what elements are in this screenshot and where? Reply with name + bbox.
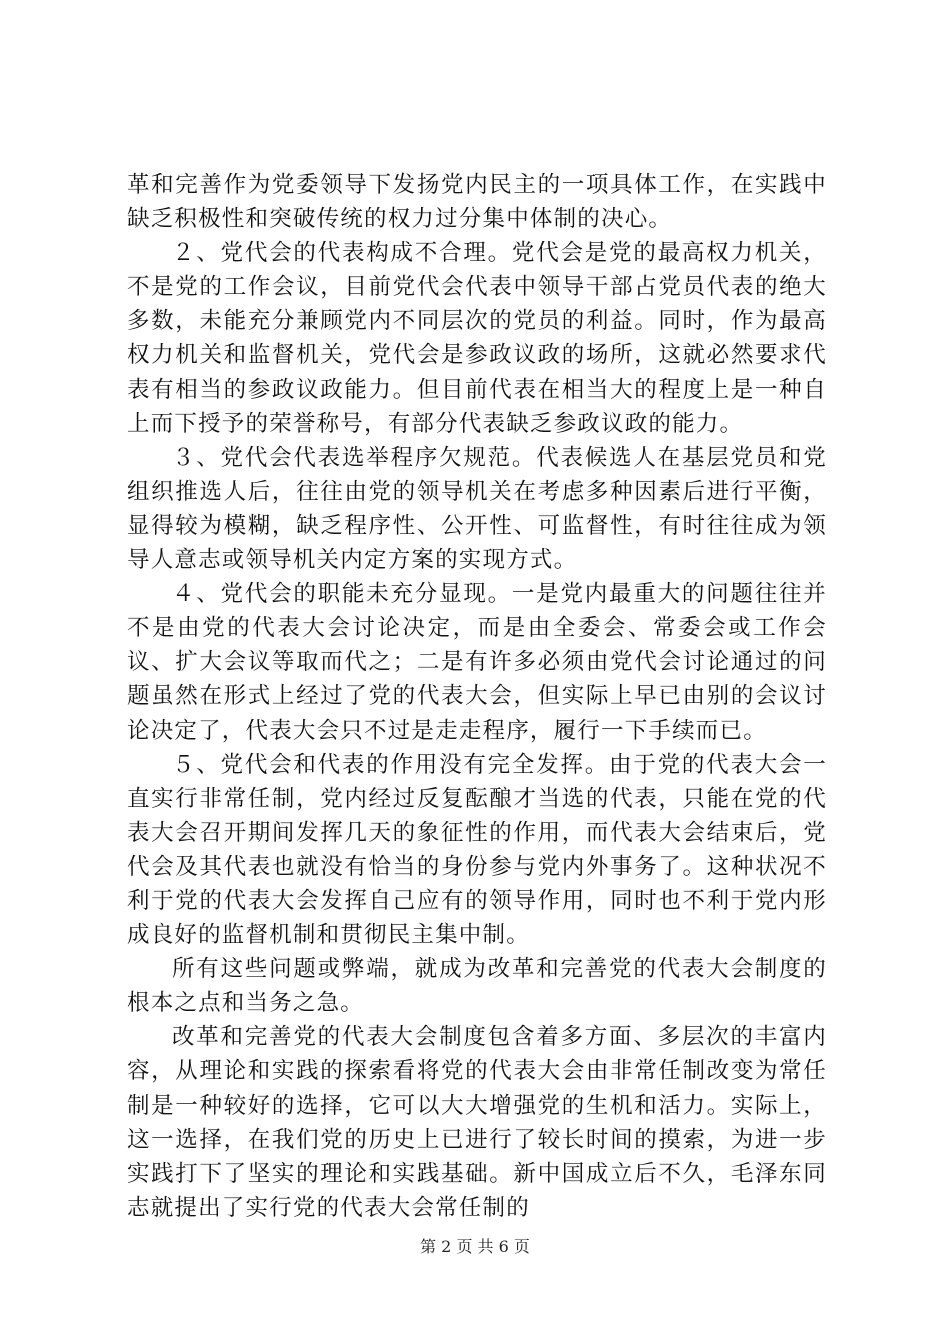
paragraph-4: ４、党代会的职能未充分显现。一是党内最重大的问题往往并不是由党的代表大会讨论决定，而是由全委会、常委会或工作会议、扩大会议等取而代之；二是有许多必须由党代会讨论通过的问题虽然在形式上经过了党的代表大会，但实际上早已由别的会议讨论决定了，代表大会只不过是走走程序，履行一下手续而已。	[127, 581, 827, 744]
paragraph-3: ３、党代会代表选举程序欠规范。代表候选人在基层党员和党组织推选人后，往往由党的领导机关在考虑多种因素后进行平衡，显得较为模糊，缺乏程序性、公开性、可监督性，有时往往成为领导人意志或领导机关内定方案的实现方式。	[127, 444, 827, 574]
paragraph-6: 所有这些问题或弊端，就成为改革和完善党的代表大会制度的根本之点和当务之急。	[127, 956, 827, 1017]
paragraph-5: ５、党代会和代表的作用没有完全发挥。由于党的代表大会一直实行非常任制，党内经过反复酝酿才当选的代表，只能在党的代表大会召开期间发挥几天的象征性的作用，而代表大会结束后，党代会及其代表也就没有恰当的身份参与党内外事务了。这种状况不利于党的代表大会发挥自己应有的领导作用，同时也不利于党内形成良好的监督机制和贯彻民主集中制。	[127, 751, 827, 949]
paragraph-2: ２、党代会的代表构成不合理。党代会是党的最高权力机关，不是党的工作会议，目前党代会代表中领导干部占党员代表的绝大多数，未能充分兼顾党内不同层次的党员的利益。同时，作为最高权力机关和监督机关，党代会是参政议政的场所，这就必然要求代表有相当的参政议政能力。但目前代表在相当大的程度上是一种自上而下授予的荣誉称号，有部分代表缺乏参政议政的能力。	[127, 240, 827, 437]
page-footer	[0, 1236, 950, 1258]
body-text	[127, 168, 827, 1225]
paragraph-1: 革和完善作为党委领导下发扬党内民主的一项具体工作，在实践中缺乏积极性和突破传统的权力过分集中体制的决心。	[127, 172, 827, 233]
paragraph-7: 改革和完善党的代表大会制度包含着多方面、多层次的丰富内容，从理论和实践的探索看将党的代表大会由非常任制改变为常任制是一种较好的选择，它可以大大增强党的生机和活力。实际上，这一选择，在我们党的历史上已进行了较长时间的摸索，为进一步实践打下了坚实的理论和实践基础。新中国成立后不久，毛泽东同志就提出了实行党的代表大会常任制的	[127, 1024, 827, 1221]
page-number: 第 2 页 共 6 页	[420, 1237, 530, 1256]
